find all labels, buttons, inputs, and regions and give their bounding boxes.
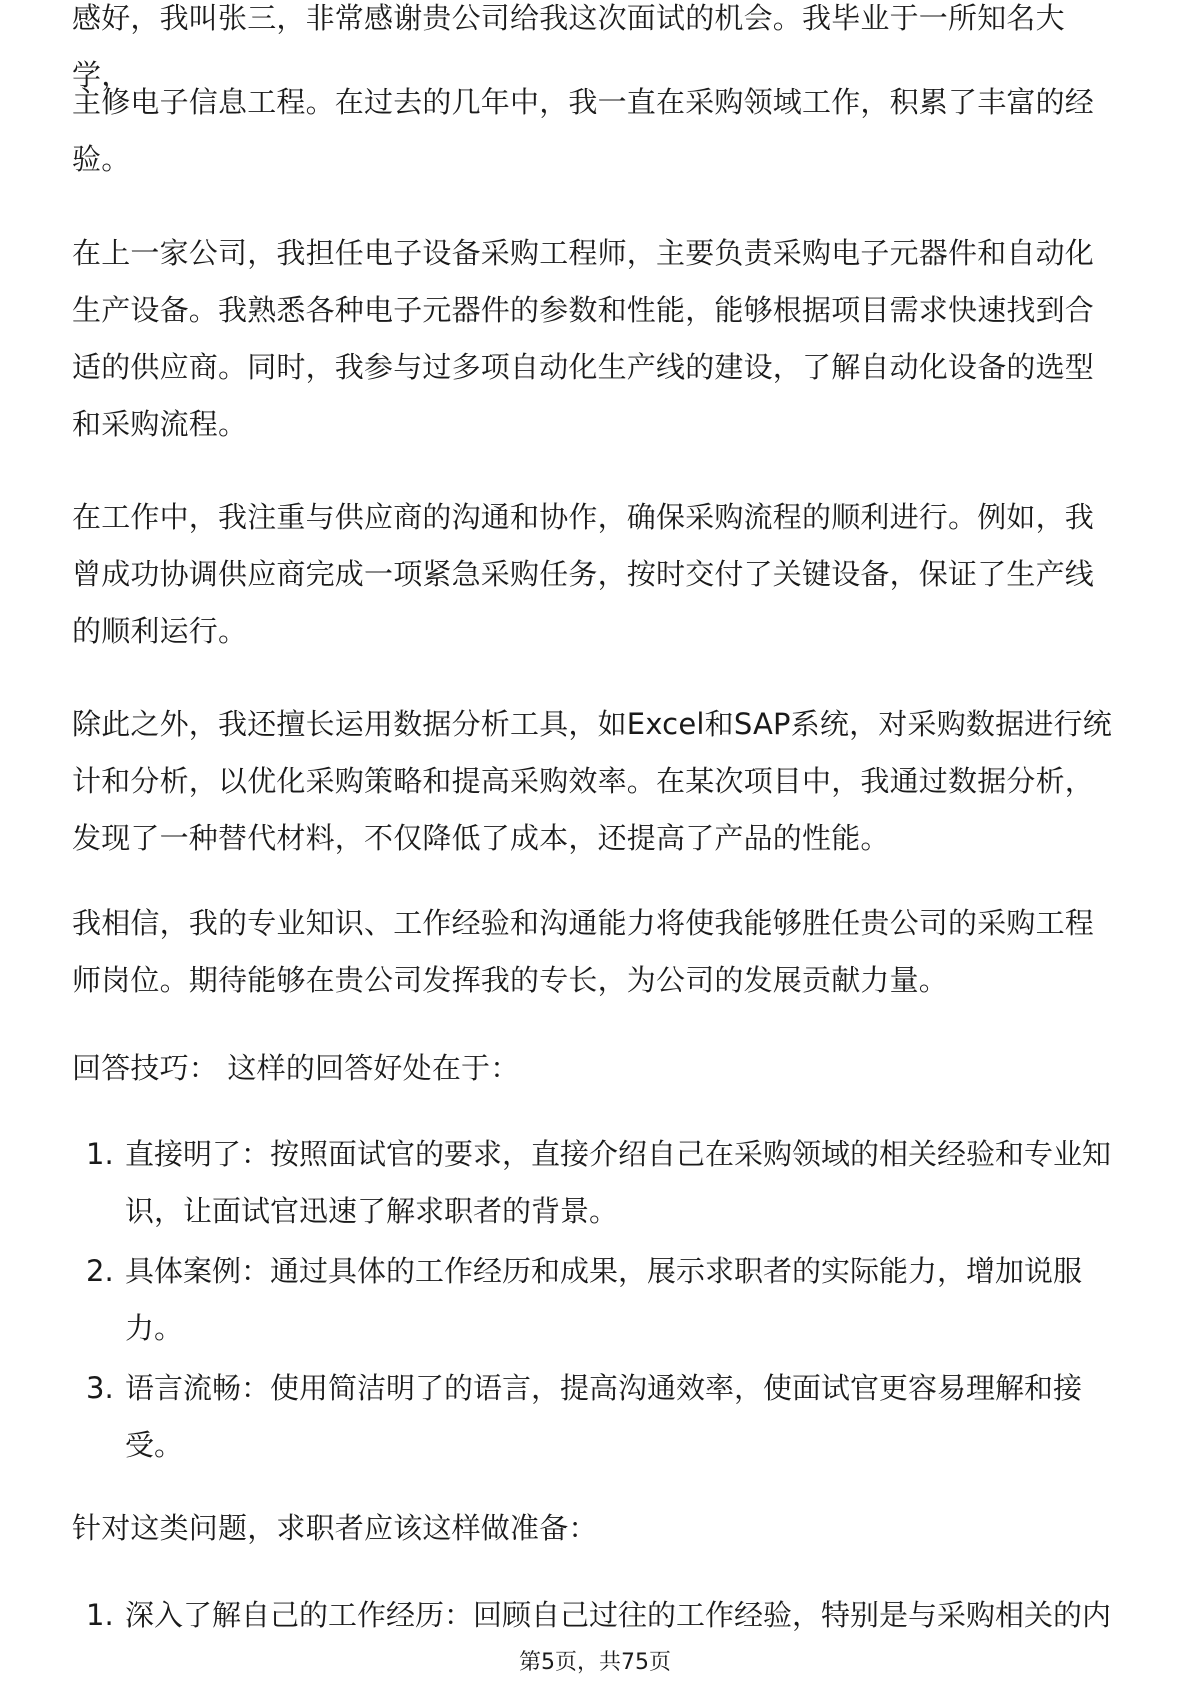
answer-tips-heading [72, 1040, 1118, 1097]
paragraph-previous-company [72, 225, 1118, 453]
list-item-text: 具体案例：通过具体的工作经历和成果，展示求职者的实际能力，增加说服力。 [125, 1254, 1083, 1345]
list-item [72, 1126, 1118, 1240]
list-number: 3. [86, 1371, 114, 1405]
list-item [72, 1587, 1118, 1644]
paragraph-conclusion [72, 895, 1118, 1009]
list-item [72, 1243, 1118, 1357]
paragraph-text: 我相信，我的专业知识、工作经验和沟通能力将使我能够胜任贵公司的采购工程师岗位。期待能够在贵公司发挥我的专长，为公司的发展贡献力量。 [72, 906, 1095, 997]
list-number: 1. [86, 1598, 114, 1632]
tips-list [72, 1126, 1118, 1474]
heading-text: 回答技巧： 这样的回答好处在于： [72, 1051, 520, 1085]
intro-text: 针对这类问题，求职者应该这样做准备： [72, 1511, 598, 1545]
preparation-list [72, 1587, 1118, 1644]
paragraph-supplier-communication [72, 489, 1118, 660]
paragraph-major [72, 74, 1118, 188]
page-number-footer [0, 1648, 1190, 1678]
paragraph-text: 主修电子信息工程。在过去的几年中，我一直在采购领域工作，积累了丰富的经验。 [72, 85, 1095, 176]
page-number-label: 第5页，共75页 [519, 1650, 671, 1675]
paragraph-text: 在工作中，我注重与供应商的沟通和协作，确保采购流程的顺利进行。例如，我曾成功协调供应商完成一项紧急采购任务，按时交付了关键设备，保证了生产线的顺利运行。 [72, 500, 1095, 648]
paragraph-text: 在上一家公司，我担任电子设备采购工程师，主要负责采购电子元器件和自动化生产设备。我熟悉各种电子元器件的参数和性能，能够根据项目需求快速找到合适的供应商。同时，我参与过多项自动化生产线的建设，了解自动化设备的选型和采购流程。 [72, 236, 1095, 441]
cut-off-line [72, 0, 1118, 92]
preparation-intro [72, 1500, 1118, 1557]
list-number: 2. [86, 1254, 114, 1288]
list-item-text: 直接明了：按照面试官的要求，直接介绍自己在采购领域的相关经验和专业知识，让面试官迅速了解求职者的背景。 [125, 1137, 1112, 1228]
cut-off-text: 感好，我叫张三，非常感谢贵公司给我这次面试的机会。我毕业于一所知名大学， [72, 1, 1065, 92]
list-item [72, 1360, 1118, 1474]
paragraph-text: 除此之外，我还擅长运用数据分析工具，如Excel和SAP系统，对采购数据进行统计和分析，以优化采购策略和提高采购效率。在某次项目中，我通过数据分析，发现了一种替代材料，不仅降低了成本，还提高了产品的性能。 [72, 707, 1112, 855]
list-item-text: 语言流畅：使用简洁明了的语言，提高沟通效率，使面试官更容易理解和接受。 [125, 1371, 1083, 1462]
list-number: 1. [86, 1137, 114, 1171]
paragraph-data-analysis [72, 696, 1118, 867]
list-item-text: 深入了解自己的工作经历：回顾自己过往的工作经验，特别是与采购相关的内 [125, 1598, 1112, 1632]
